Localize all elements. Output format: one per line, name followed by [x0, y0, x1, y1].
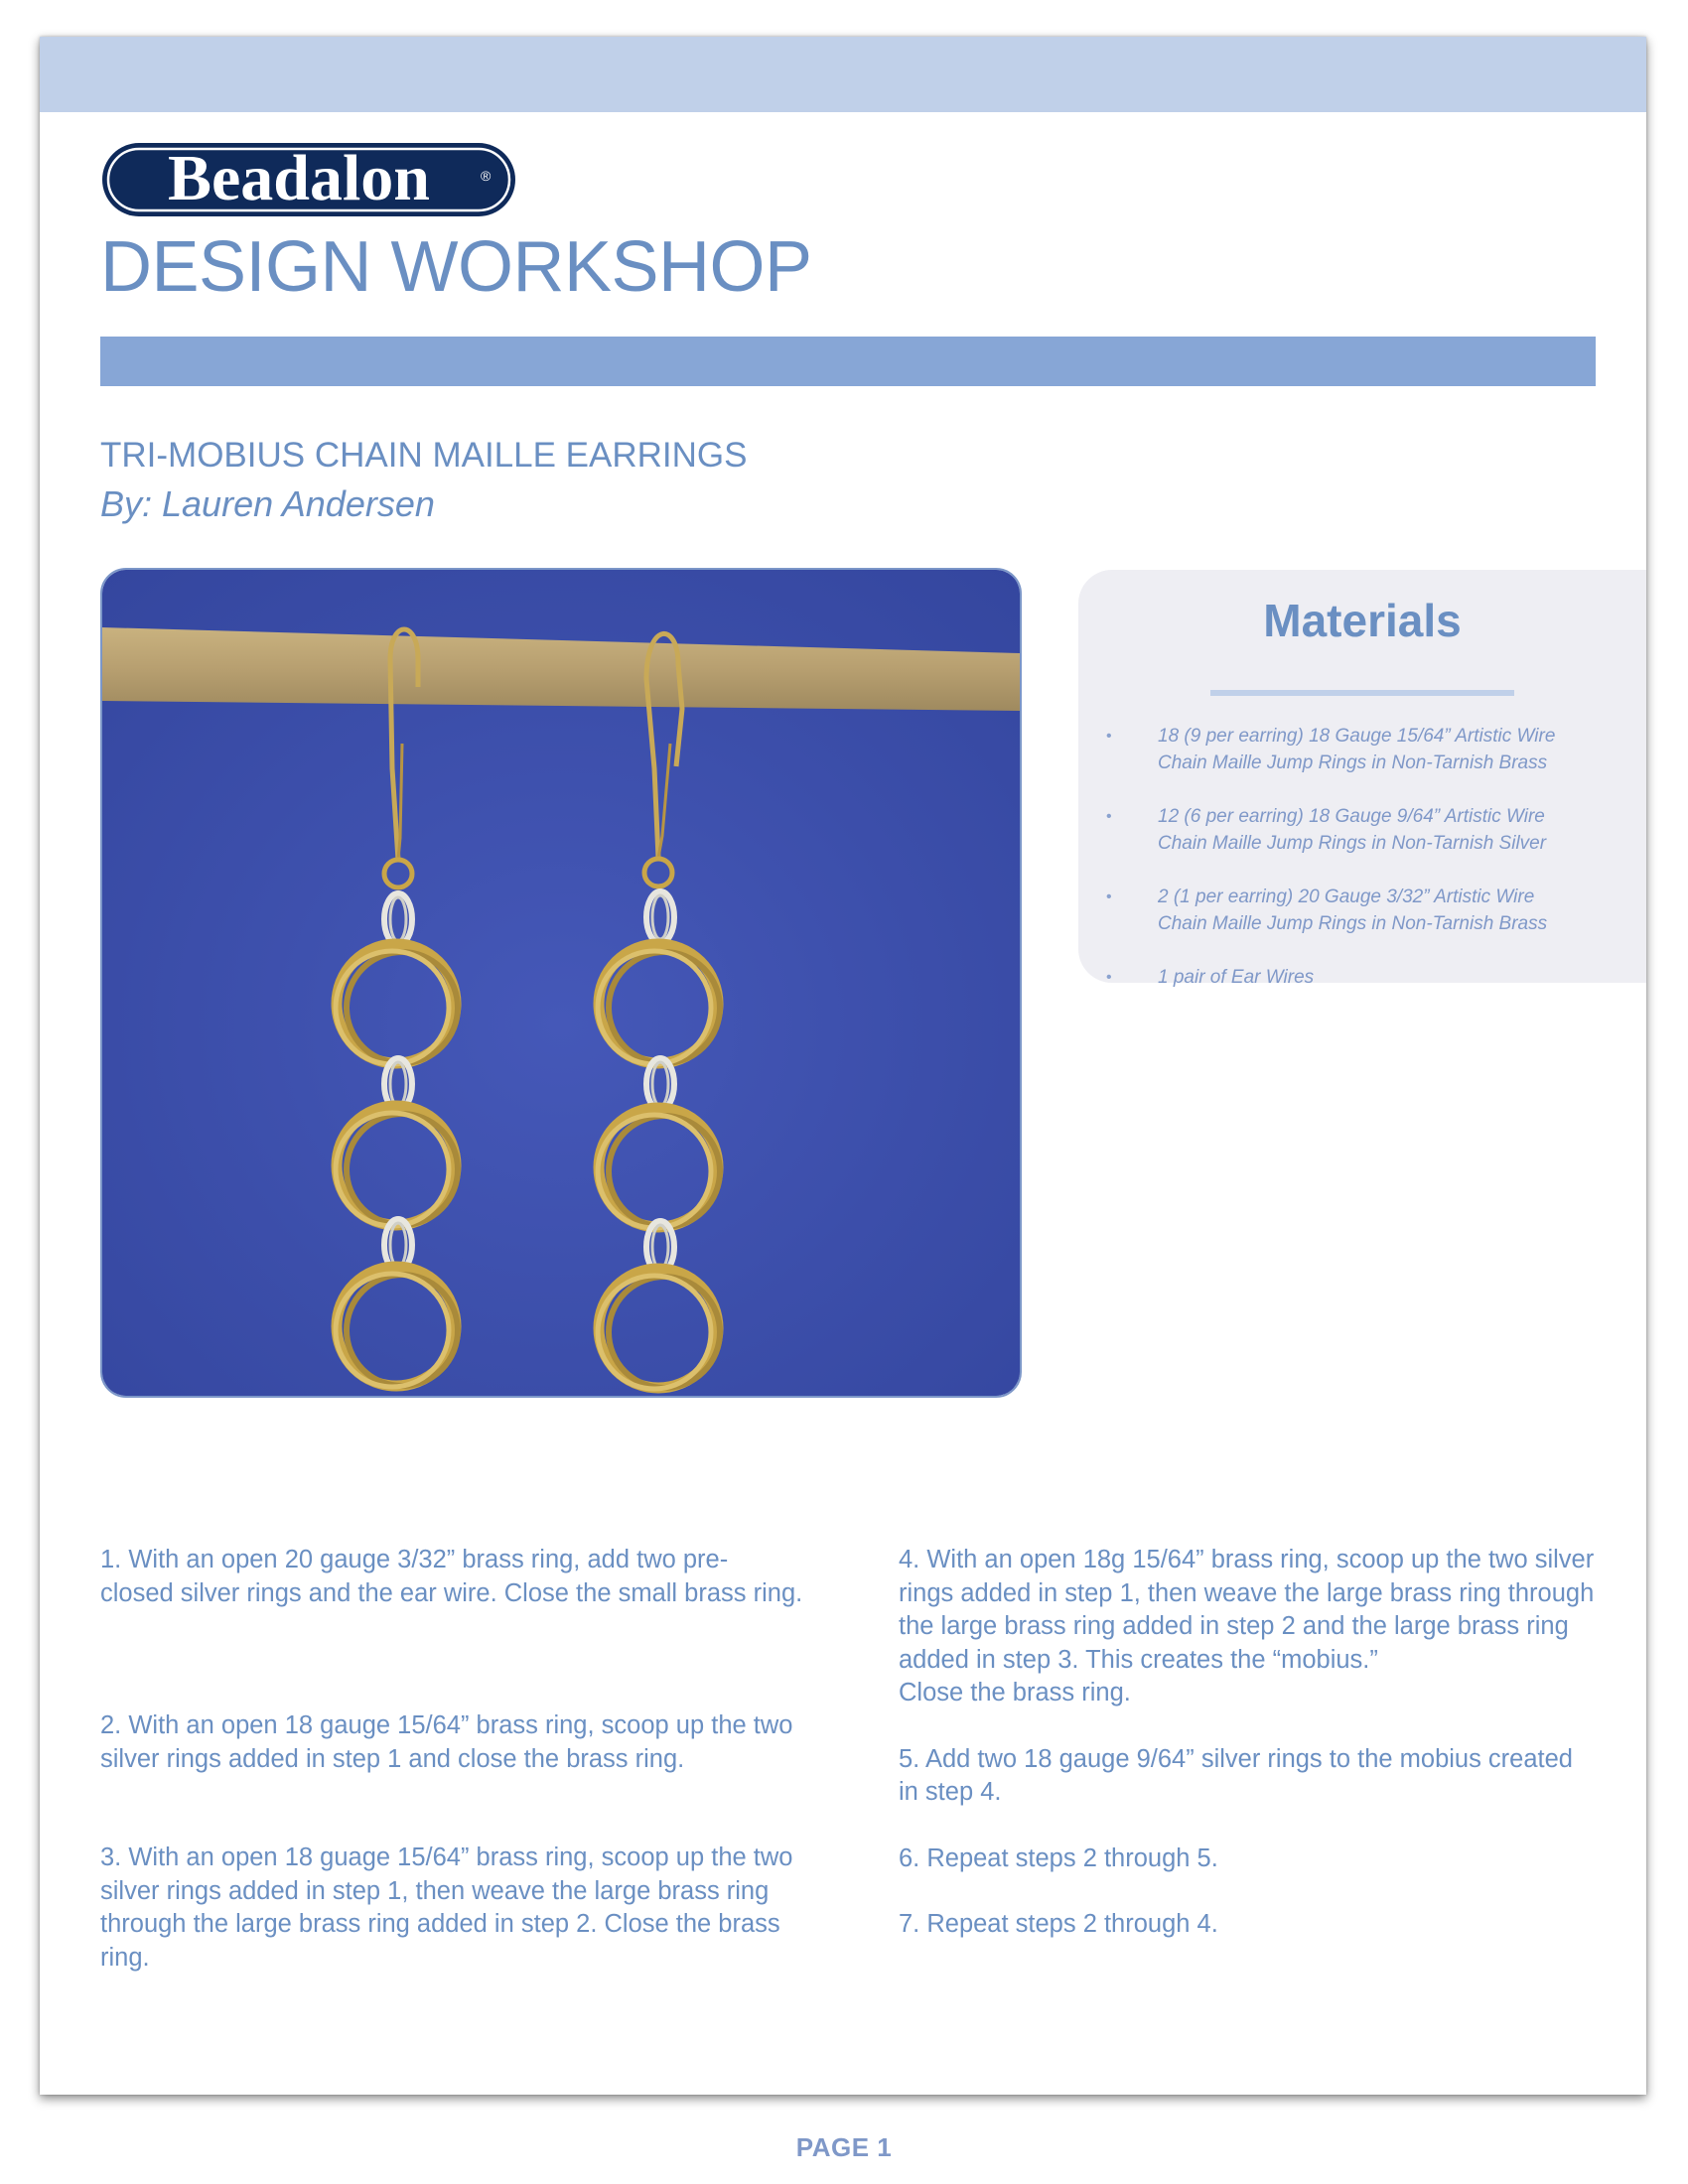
step-line: silver rings added in step 1, then weave the large brass ring	[100, 1876, 770, 1905]
logo-wordmark: Beadalon	[167, 142, 431, 214]
step-line: 7. Repeat steps 2 through 4.	[899, 1910, 1218, 1938]
materials-panel	[1078, 570, 1646, 988]
step-line: added in step 3. This creates the “mobius.”	[899, 1645, 1378, 1674]
materials-item-line: 18 (9 per earring) 18 Gauge 15/64” Artistic Wire	[1158, 726, 1556, 747]
instruction-step-4	[899, 1544, 1628, 1710]
beadalon-logo	[100, 141, 517, 218]
instruction-step-1	[100, 1544, 815, 1610]
registered-mark: ®	[481, 168, 492, 184]
document-page	[40, 37, 1646, 2095]
materials-heading: Materials	[1263, 595, 1462, 646]
materials-item	[1106, 884, 1622, 937]
top-header-band	[40, 37, 1646, 112]
materials-item-line: Chain Maille Jump Rings in Non-Tarnish Brass	[1158, 752, 1548, 773]
step-line: 4. With an open 18g 15/64” brass ring, scoop up the two silver	[899, 1546, 1595, 1573]
instruction-step-6	[899, 1843, 1628, 1876]
instructions-right-column	[899, 1544, 1628, 1942]
materials-item-line: 1 pair of Ear Wires	[1158, 967, 1315, 988]
materials-item	[1106, 964, 1622, 991]
materials-item-line: Chain Maille Jump Rings in Non-Tarnish Brass	[1158, 913, 1548, 934]
step-line: 3. With an open 18 guage 15/64” brass ring, scoop up the two	[100, 1843, 793, 1871]
earrings-photo	[100, 568, 1022, 1398]
instruction-step-7	[899, 1908, 1628, 1942]
step-line: ring.	[100, 1943, 150, 1972]
step-line: silver rings added in step 1 and close the brass ring.	[100, 1744, 685, 1773]
instruction-step-5	[899, 1743, 1628, 1810]
step-line: rings added in step 1, then weave the large brass ring through	[899, 1578, 1595, 1607]
instructions-left-column	[100, 1544, 815, 1975]
materials-item-line: 2 (1 per earring) 20 Gauge 3/32” Artistic Wire	[1158, 887, 1535, 907]
bullet-icon: •	[1106, 728, 1112, 745]
step-line: in step 4.	[899, 1778, 1002, 1806]
instruction-step-3	[100, 1842, 815, 1975]
step-line: the large brass ring added in step 2 and the large brass ring	[899, 1612, 1569, 1640]
bullet-icon: •	[1106, 969, 1112, 986]
materials-item-line: Chain Maille Jump Rings in Non-Tarnish Silver	[1158, 833, 1547, 854]
header-rule-bar	[100, 337, 1596, 386]
materials-item-line: 12 (6 per earring) 18 Gauge 9/64” Artistic Wire	[1158, 806, 1545, 827]
step-line: Close the brass ring.	[899, 1679, 1131, 1706]
project-title: TRI-MOBIUS CHAIN MAILLE EARRINGS	[100, 436, 748, 475]
design-workshop-title: DESIGN WORKSHOP	[100, 227, 812, 307]
page-number: PAGE 1	[795, 2132, 893, 2162]
step-line: 1. With an open 20 gauge 3/32” brass ring, add two pre-	[100, 1546, 729, 1573]
materials-item	[1106, 723, 1622, 776]
step-line: 6. Repeat steps 2 through 5.	[899, 1843, 1218, 1872]
materials-list	[1106, 723, 1622, 1018]
instruction-step-2	[100, 1709, 815, 1776]
step-line: 2. With an open 18 gauge 15/64” brass ring, scoop up the two	[100, 1711, 793, 1739]
step-line: through the large brass ring added in step 2. Close the brass	[100, 1910, 780, 1938]
step-line: closed silver rings and the ear wire. Close the small brass ring.	[100, 1578, 803, 1607]
bullet-icon: •	[1106, 808, 1112, 825]
materials-underline	[1210, 690, 1514, 696]
project-author: By: Lauren Andersen	[100, 483, 435, 524]
step-line: 5. Add two 18 gauge 9/64” silver rings to the mobius created	[899, 1744, 1573, 1773]
materials-item	[1106, 803, 1622, 857]
bullet-icon: •	[1106, 888, 1112, 905]
